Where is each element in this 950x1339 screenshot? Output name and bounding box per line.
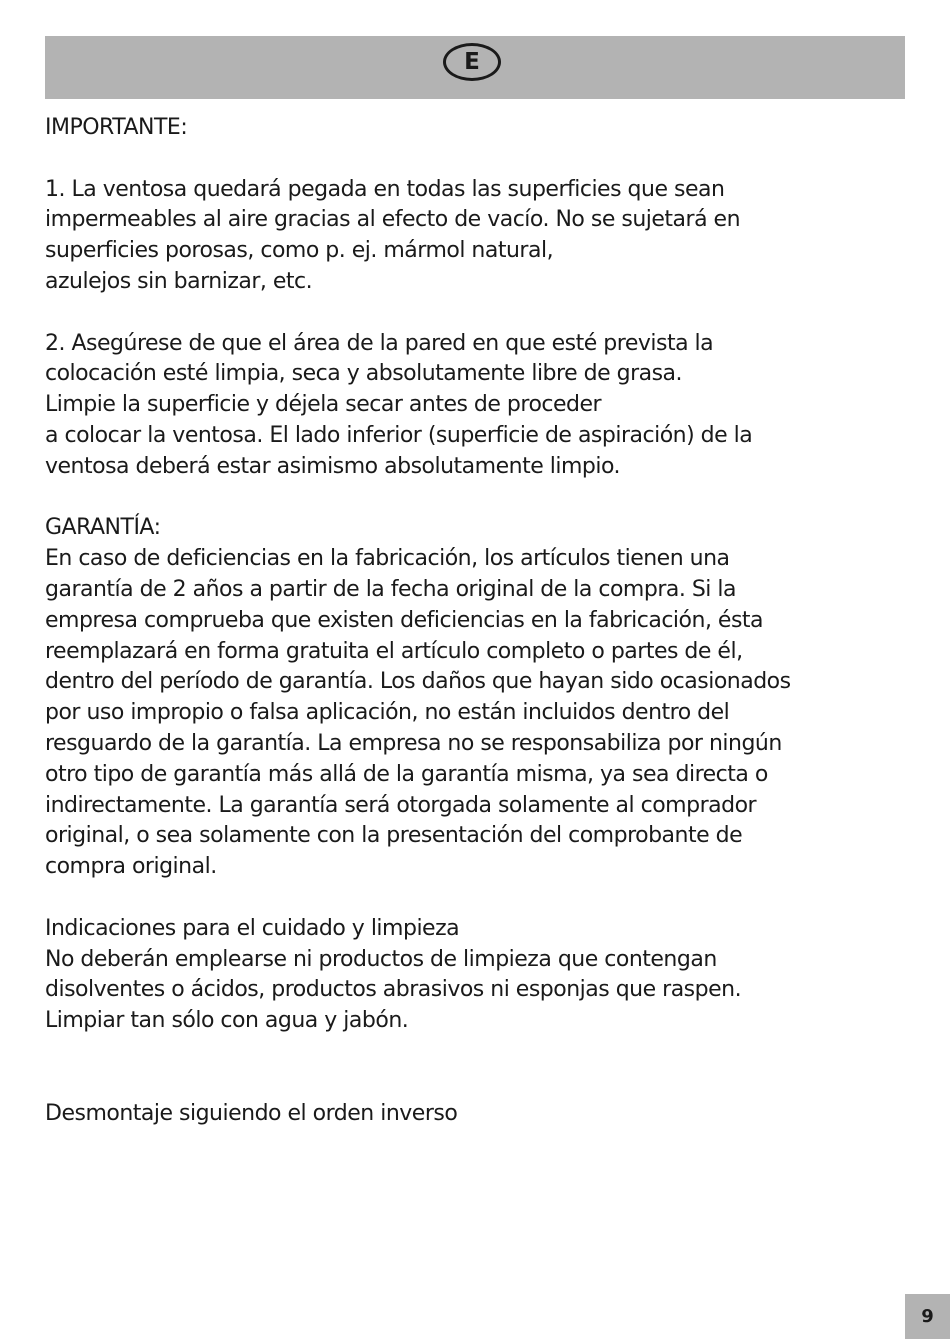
text-line: por uso impropio o falsa aplicación, no están incluidos dentro del [45, 700, 730, 726]
care-text [45, 945, 905, 1037]
text-line: reemplazará en forma gratuita el artículo completo o partes de él, [45, 638, 743, 664]
text-line: a colocar la ventosa. El lado inferior (superficie de aspiración) de la [45, 422, 753, 448]
text-line: azulejos sin barnizar, etc. [45, 268, 313, 294]
text-line: superficies porosas, como p. ej. mármol natural, [45, 238, 554, 264]
text-line: otro tipo de garantía más allá de la garantía misma, ya sea directa o [45, 761, 768, 787]
text-line: 1. La ventosa quedará pegada en todas las superficies que sean [45, 176, 725, 202]
warranty-heading: GARANTÍA: [45, 515, 161, 541]
disassembly-note: Desmontaje siguiendo el orden inverso [45, 1100, 458, 1126]
text-line: compra original. [45, 854, 217, 880]
page-content [45, 113, 905, 1129]
page-number: 9 [905, 1294, 950, 1339]
text-line: original, o sea solamente con la presentación del comprobante de [45, 823, 743, 849]
text-line: garantía de 2 años a partir de la fecha original de la compra. Si la [45, 576, 737, 602]
text-line: indirectamente. La garantía será otorgada solamente al comprador [45, 792, 757, 818]
text-line: En caso de deficiencias en la fabricación, los artículos tienen una [45, 546, 730, 572]
text-line: impermeables al aire gracias al efecto de vacío. No se sujetará en [45, 207, 741, 233]
important-heading: IMPORTANTE: [45, 115, 188, 140]
warranty-text [45, 544, 905, 883]
text-line: No deberán emplearse ni productos de limpieza que contengan [45, 946, 717, 972]
text-line: resguardo de la garantía. La empresa no se responsabiliza por ningún [45, 730, 782, 756]
important-item-1 [45, 175, 905, 298]
text-line: Limpie la superficie y déjela secar antes de proceder [45, 392, 602, 418]
care-heading: Indicaciones para el cuidado y limpieza [45, 915, 460, 941]
text-line: empresa comprueba que existen deficiencias en la fabricación, ésta [45, 607, 764, 633]
text-line: 2. Asegúrese de que el área de la pared en que esté prevista la [45, 330, 714, 356]
important-item-2 [45, 329, 905, 483]
text-line: dentro del período de garantía. Los daños que hayan sido ocasionados [45, 669, 791, 695]
text-line: colocación esté limpia, seca y absolutamente libre de grasa. [45, 361, 683, 387]
text-line: ventosa deberá estar asimismo absolutamente limpio. [45, 453, 621, 479]
text-line: disolventes o ácidos, productos abrasivos ni esponjas que raspen. [45, 977, 742, 1003]
language-badge: E [443, 43, 501, 81]
text-line: Limpiar tan sólo con agua y jabón. [45, 1008, 409, 1034]
